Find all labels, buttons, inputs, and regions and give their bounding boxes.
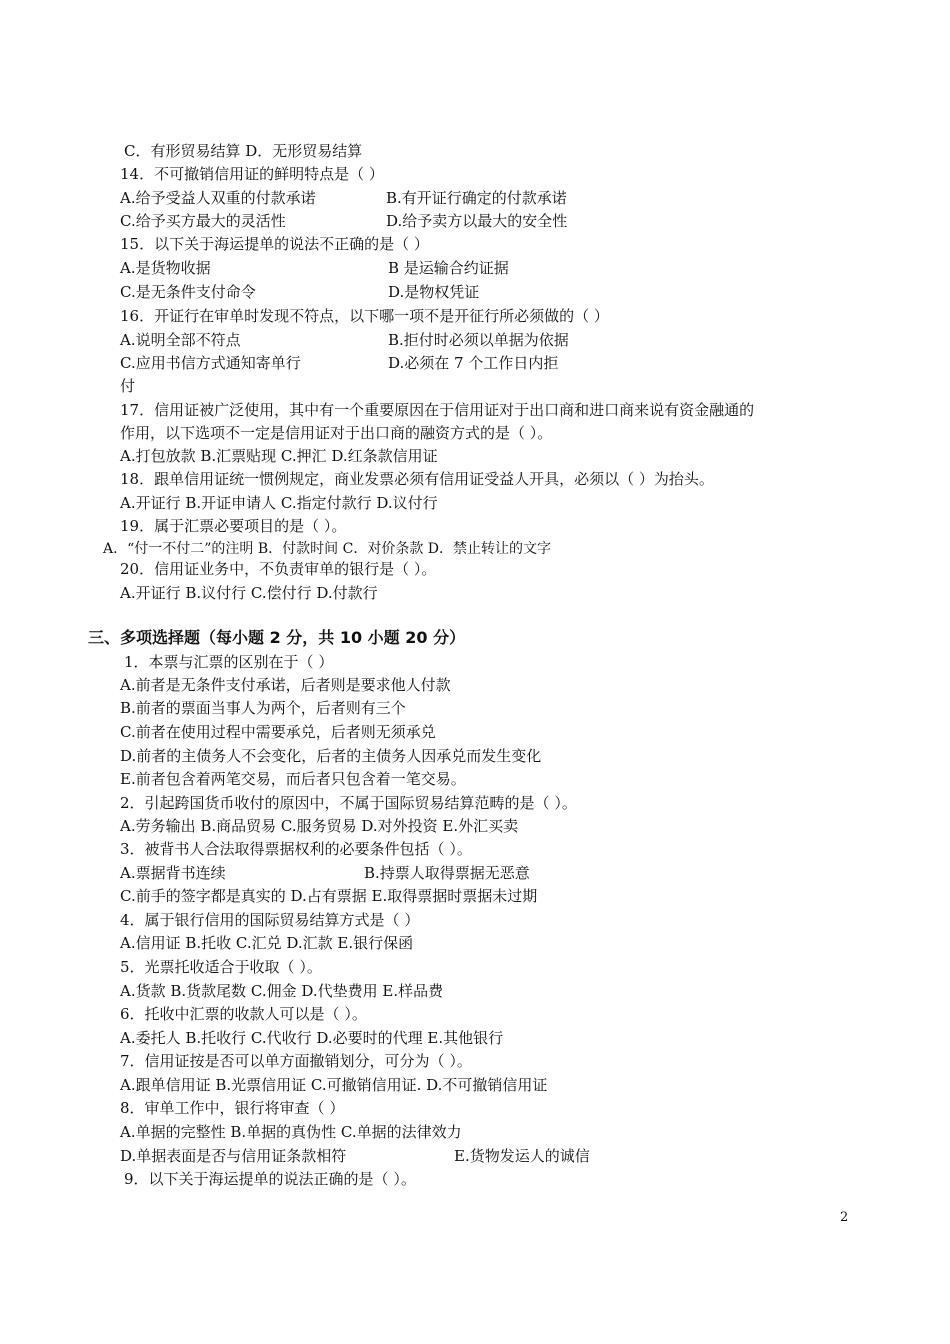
mc-question-6-options: A.委托人 B.托收行 C.代收行 D.必要时的代理 E.其他银行 — [120, 1029, 504, 1047]
option-c: C.应用书信方式通知寄单行 — [120, 354, 301, 372]
question-17-options: A.打包放款 B.汇票贴现 C.押汇 D.红条款信用证 — [120, 447, 438, 465]
mc-question-5-options: A.货款 B.货款尾数 C.佣金 D.代垫费用 E.样品费 — [120, 982, 444, 1000]
question-15: 15．以下关于海运提单的说法不正确的是（ ） — [120, 235, 429, 253]
question-14: 14．不可撤销信用证的鲜明特点是（ ） — [120, 165, 384, 183]
mc-question-4: 4．属于银行信用的国际贸易结算方式是（ ） — [120, 911, 420, 929]
option-b: B.拒付时必须以单据为依据 — [388, 331, 569, 349]
mc-question-1-option-b: B.前者的票面当事人为两个，后者则有三个 — [120, 699, 406, 717]
question-16: 16．开证行在审单时发现不符点，以下哪一项不是开征行所必须做的（ ） — [120, 307, 609, 325]
mc-question-8-options-abc: A.单据的完整性 B.单据的真伪性 C.单据的法律效力 — [120, 1123, 462, 1141]
option-d-continuation: 付 — [120, 377, 136, 395]
question-17: 17．信用证被广泛使用，其中有一个重要原因在于信用证对于出口商和进口商来说有资金融通的 — [120, 401, 755, 419]
mc-question-8: 8．审单工作中，银行将审查（ ） — [120, 1099, 345, 1117]
option-a: A.票据背书连续 — [120, 864, 226, 882]
mc-question-7-options: A.跟单信用证 B.光票信用证 C.可撤销信用证. D.不可撤销信用证 — [120, 1076, 548, 1094]
option-c: C.给予买方最大的灵活性 — [120, 212, 286, 230]
mc-question-4-options: A.信用证 B.托收 C.汇兑 D.汇款 E.银行保函 — [120, 934, 414, 952]
mc-question-5: 5．光票托收适合于收取（ ）。 — [120, 958, 322, 976]
option-c: C.是无条件支付命令 — [120, 283, 256, 301]
mc-question-3-options-cde: C.前手的签字都是真实的 D.占有票据 E.取得票据时票据未过期 — [120, 887, 538, 905]
mc-question-1-option-c: C.前者在使用过程中需要承兑，后者则无须承兑 — [120, 723, 436, 741]
mc-question-1-option-d: D.前者的主债务人不会变化，后者的主债务人因承兑而发生变化 — [120, 747, 542, 765]
mc-question-2-options: A.劳务输出 B.商品贸易 C.服务贸易 D.对外投资 E.外汇买卖 — [120, 817, 519, 835]
question-17-continuation: 作用，以下选项不一定是信用证对于出口商的融资方式的是（ ）。 — [120, 424, 553, 442]
question-19-options: A．“付一不付二”的注明 B．付款时间 C．对价条款 D．禁止转让的文字 — [103, 541, 551, 557]
mc-question-1-option-e: E.前者包含着两笔交易，而后者只包含着一笔交易。 — [120, 770, 466, 788]
section-heading-multiple-choice: 三、多项选择题（每小题 2 分，共 10 小题 20 分） — [88, 628, 466, 647]
option-d: D.给予卖方以最大的安全性 — [386, 212, 568, 230]
question-19: 19．属于汇票必要项目的是（ ）。 — [120, 517, 347, 535]
option-d: D.是物权凭证 — [388, 283, 480, 301]
mc-question-2: 2．引起跨国货币收付的原因中，不属于国际贸易结算范畴的是（ ）。 — [120, 794, 577, 812]
mc-question-1: 1．本票与汇票的区别在于（ ） — [124, 653, 334, 671]
option-line-cd: C．有形贸易结算 D．无形贸易结算 — [124, 142, 363, 160]
option-b: B.有开证行确定的付款承诺 — [386, 189, 567, 207]
mc-question-3: 3．被背书人合法取得票据权利的必要条件包括（ ）。 — [120, 840, 472, 858]
page-number: 2 — [840, 1210, 849, 1225]
mc-question-9: 9．以下关于海运提单的说法正确的是（ ）。 — [124, 1170, 416, 1188]
option-a: A.说明全部不符点 — [120, 331, 241, 349]
option-b: B 是运输合约证据 — [388, 259, 509, 277]
option-b: B.持票人取得票据无恶意 — [364, 864, 530, 882]
option-a: A.给予受益人双重的付款承诺 — [120, 189, 316, 207]
mc-question-6: 6．托收中汇票的收款人可以是（ ）。 — [120, 1005, 367, 1023]
mc-question-1-option-a: A.前者是无条件支付承诺，后者则是要求他人付款 — [120, 676, 451, 694]
option-d: D.必须在 7 个工作日内拒 — [388, 354, 559, 372]
option-a: A.是货物收据 — [120, 259, 211, 277]
question-20: 20．信用证业务中，不负责审单的银行是（ ）。 — [120, 560, 437, 578]
option-e: E.货物发运人的诚信 — [454, 1147, 590, 1165]
question-18: 18．跟单信用证统一惯例规定，商业发票必须有信用证受益人开具，必须以（ ）为抬头。 — [120, 470, 714, 488]
mc-question-7: 7．信用证按是否可以单方面撤销划分，可分为（ ）。 — [120, 1052, 472, 1070]
question-18-options: A.开证行 B.开证申请人 C.指定付款行 D.议付行 — [120, 494, 438, 512]
question-20-options: A.开证行 B.议付行 C.偿付行 D.付款行 — [120, 584, 378, 602]
option-d: D.单据表面是否与信用证条款相符 — [120, 1147, 347, 1165]
